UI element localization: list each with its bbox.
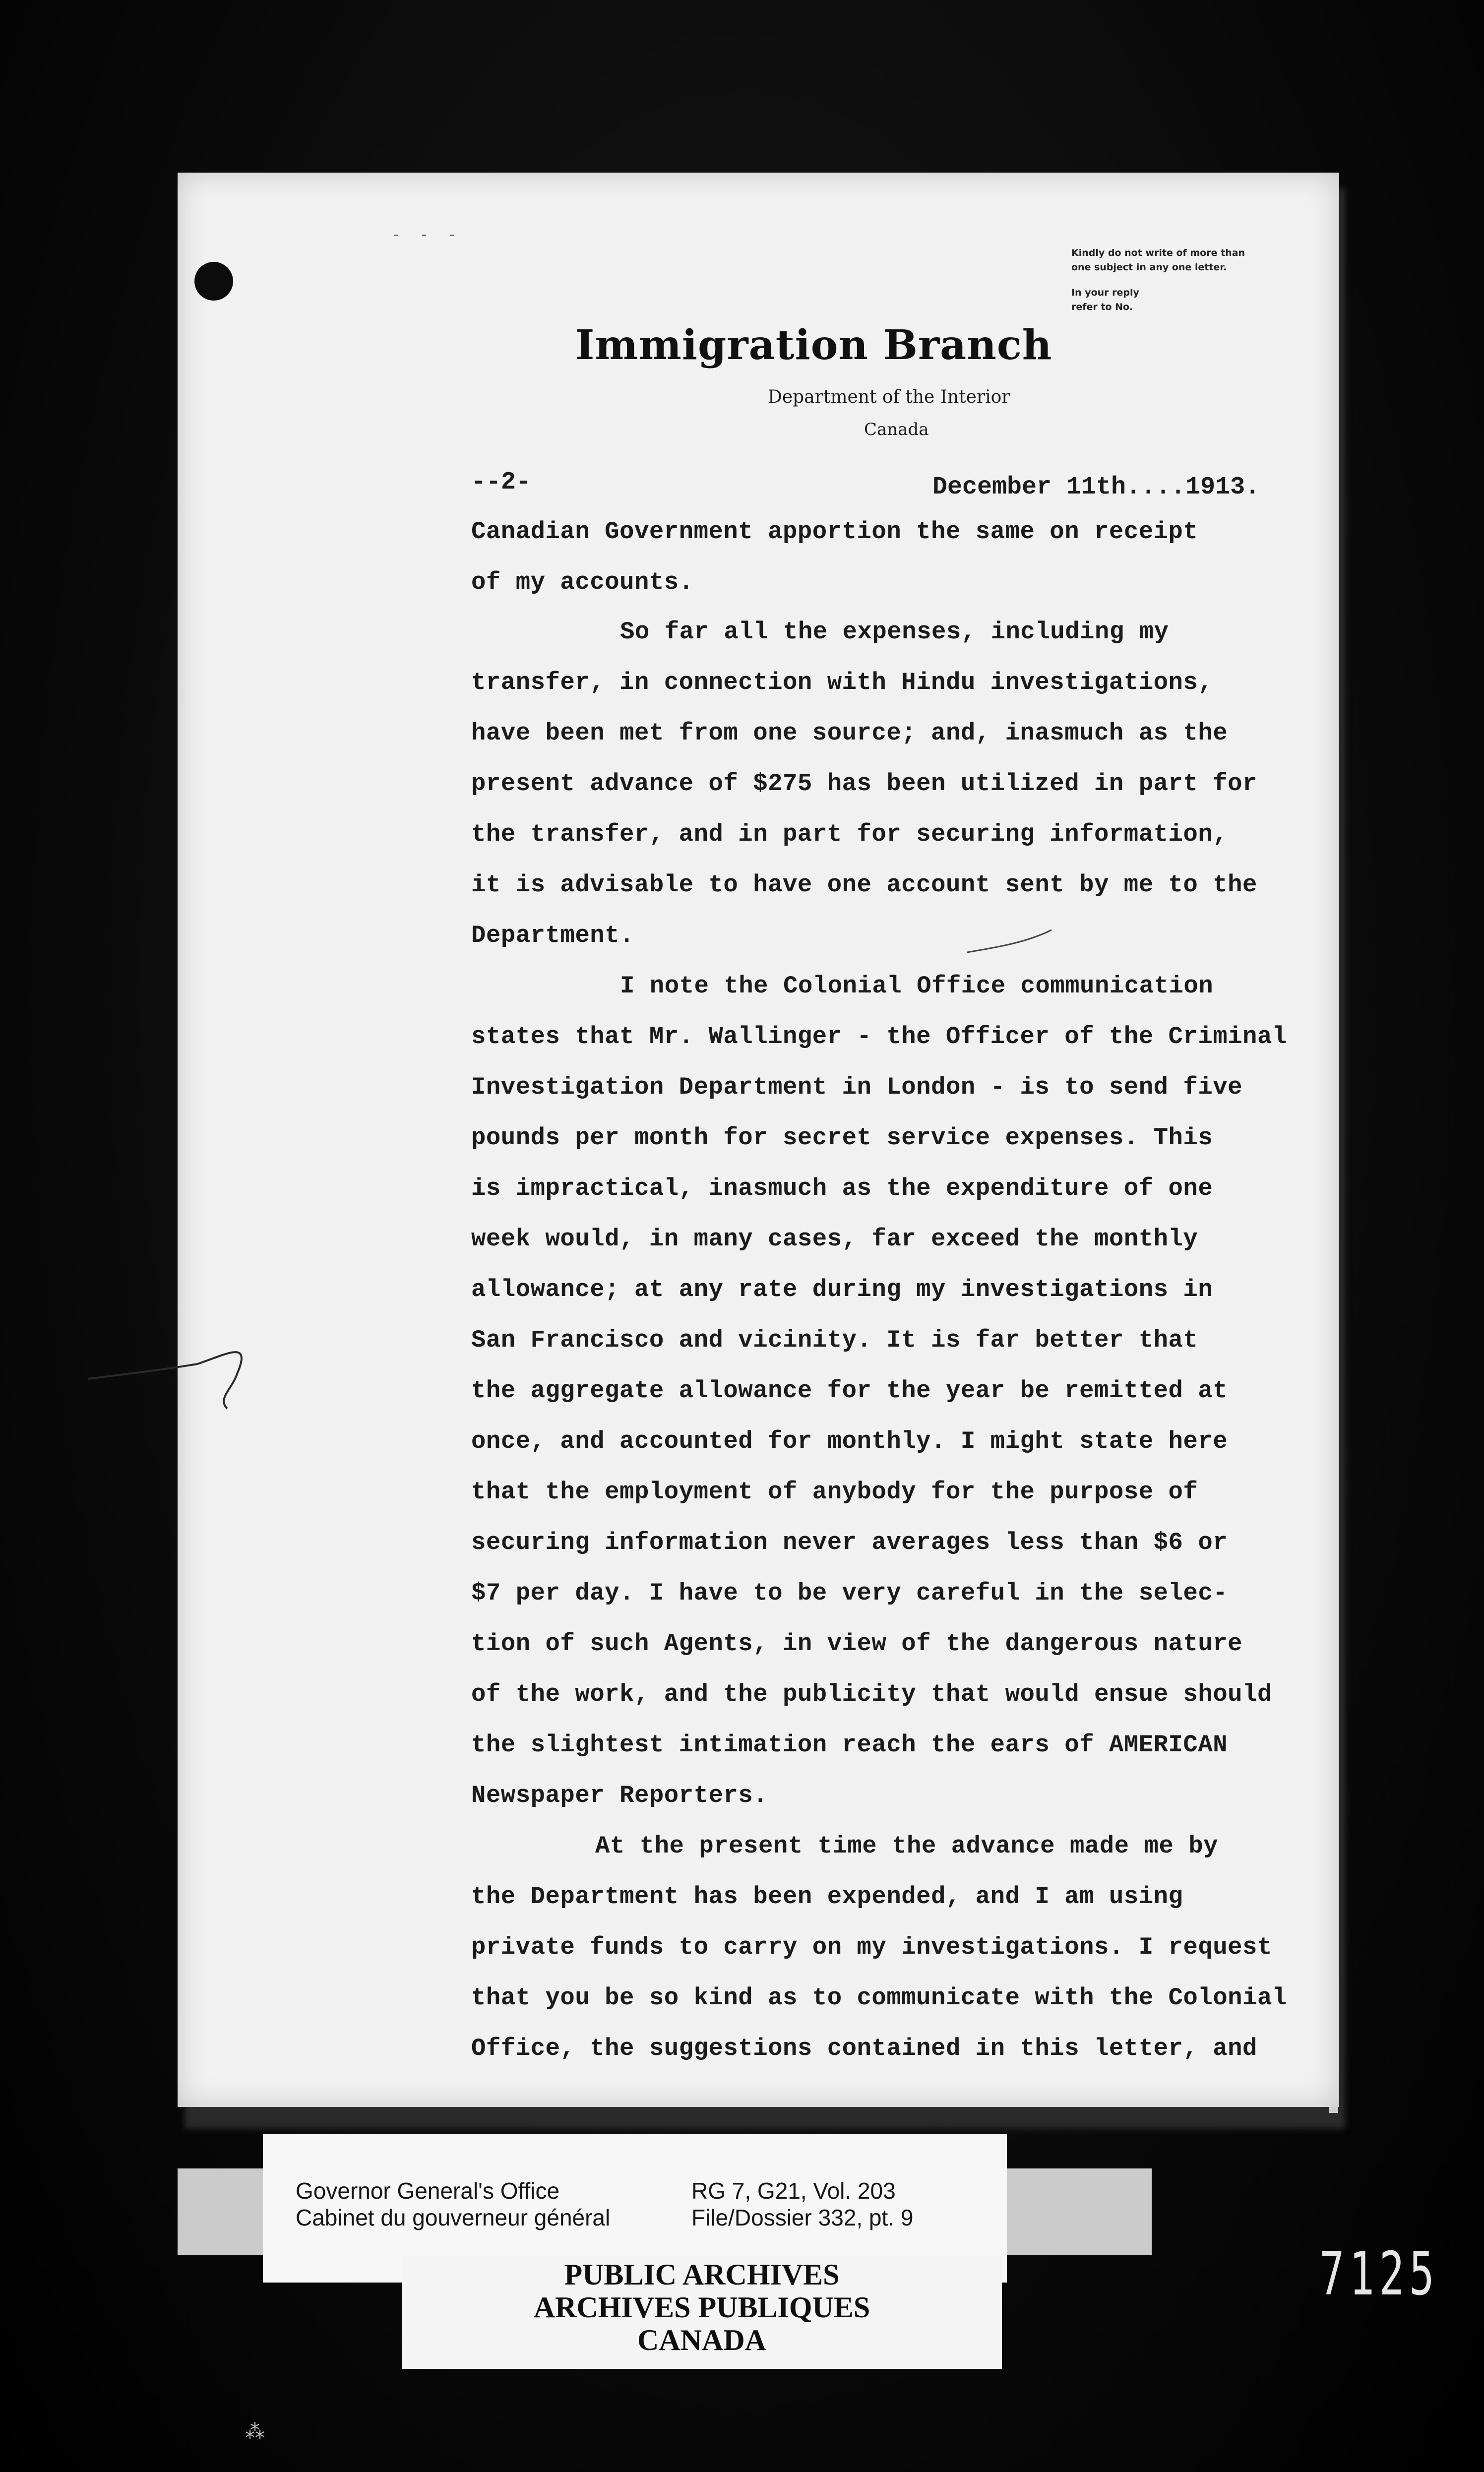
body-line: present advance of $275 has been utilized in part for bbox=[471, 770, 1257, 798]
body-line: transfer, in connection with Hindu investigations, bbox=[471, 669, 1213, 696]
page-number: --2- bbox=[471, 468, 531, 496]
body-line: states that Mr. Wallinger - the Officer of the Criminal bbox=[471, 1023, 1287, 1051]
body-line: tion of such Agents, in view of the dangerous nature bbox=[471, 1630, 1243, 1658]
body-line: allowance; at any rate during my investigations in bbox=[471, 1276, 1213, 1303]
margin-pencil-mark bbox=[88, 1319, 267, 1419]
ink-marks: - - - bbox=[392, 227, 462, 244]
notice-line: Kindly do not write of more than bbox=[1071, 247, 1245, 258]
office-english: Governor General's Office bbox=[296, 2178, 560, 2204]
body-line: At the present time the advance made me by bbox=[595, 1832, 1219, 1860]
body-line: of my accounts. bbox=[471, 568, 694, 596]
body-line: is impractical, inasmuch as the expenditure of one bbox=[471, 1174, 1213, 1202]
body-line: the aggregate allowance for the year be remitted at bbox=[471, 1377, 1228, 1405]
body-line: that the employment of anybody for the purpose of bbox=[471, 1478, 1198, 1506]
notice-line: refer to No. bbox=[1071, 302, 1133, 312]
letterhead-title: Immigration Branch bbox=[575, 321, 1052, 369]
notice-line: one subject in any one letter. bbox=[1071, 262, 1227, 273]
record-group-reference: RG 7, G21, Vol. 203 bbox=[691, 2178, 896, 2204]
body-line: I note the Colonial Office communication bbox=[620, 972, 1214, 1000]
body-line: securing information never averages less than $6 or bbox=[471, 1529, 1228, 1556]
microfilm-frame-number: 7125 bbox=[1319, 2240, 1439, 2309]
body-line: Office, the suggestions contained in this letter, and bbox=[471, 2035, 1257, 2062]
reply-notice bbox=[1071, 246, 1280, 314]
body-line: the Department has been expended, and I am using bbox=[471, 1883, 1183, 1911]
body-line: Newspaper Reporters. bbox=[471, 1782, 768, 1809]
archives-english: PUBLIC ARCHIVES bbox=[564, 2258, 840, 2291]
file-reference: File/Dossier 332, pt. 9 bbox=[691, 2205, 914, 2230]
body-line: Department. bbox=[471, 922, 634, 949]
film-scratch: ⁂ bbox=[245, 2420, 265, 2443]
body-line: it is advisable to have one account sent by me to the bbox=[471, 871, 1257, 899]
body-line: once, and accounted for monthly. I might state here bbox=[471, 1427, 1228, 1455]
body-line: Canadian Government apportion the same on receipt bbox=[471, 518, 1198, 546]
letter-date: December 11th....1913. bbox=[932, 473, 1260, 501]
body-line: the slightest intimation reach the ears of AMERICAN bbox=[471, 1731, 1228, 1759]
body-line: San Francisco and vicinity. It is far better that bbox=[471, 1326, 1198, 1354]
body-line: week would, in many cases, far exceed the monthly bbox=[471, 1225, 1198, 1253]
body-line: pounds per month for secret service expenses. This bbox=[471, 1124, 1213, 1152]
office-french: Cabinet du gouverneur général bbox=[296, 2205, 611, 2230]
body-line: private funds to carry on my investigations. I request bbox=[471, 1933, 1272, 1961]
archives-french: ARCHIVES PUBLIQUES bbox=[533, 2291, 870, 2324]
notice-line: In your reply bbox=[1071, 287, 1139, 298]
body-line: Investigation Department in London - is to send five bbox=[471, 1073, 1243, 1101]
letterhead-department: Department of the Interior bbox=[768, 387, 1010, 407]
body-line: the transfer, and in part for securing information, bbox=[471, 820, 1228, 848]
body-line: that you be so kind as to communicate with the Colonial bbox=[471, 1984, 1287, 2012]
body-line: $7 per day. I have to be very careful in the selec- bbox=[471, 1579, 1228, 1607]
pencil-tick-mark bbox=[967, 927, 1056, 957]
body-line: of the work, and the publicity that would ensue should bbox=[471, 1680, 1272, 1708]
punch-hole bbox=[194, 262, 233, 301]
body-line: have been met from one source; and, inasmuch as the bbox=[471, 719, 1228, 747]
body-line: So far all the expenses, including my bbox=[620, 618, 1169, 646]
letterhead-country: Canada bbox=[864, 420, 929, 439]
archives-country: CANADA bbox=[637, 2324, 766, 2356]
